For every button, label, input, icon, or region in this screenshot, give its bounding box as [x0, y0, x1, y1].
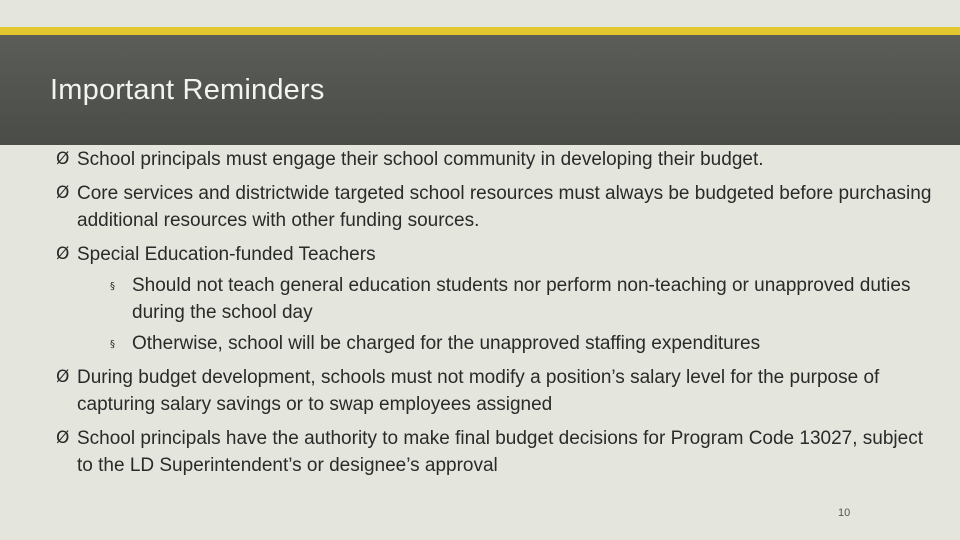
- bullet-text: During budget development, schools must not modify a position’s salary level for the purpose of capturing salary savings or to swap employees assigned: [77, 367, 880, 415]
- bullet-text: Should not teach general education students nor perform non-teaching or unapproved duties during the school day: [132, 275, 911, 323]
- bullet-text: School principals must engage their school community in developing their budget.: [77, 149, 764, 170]
- sub-bullet-item: [110, 330, 936, 357]
- sub-bullet-item: [110, 272, 936, 326]
- bullet-text: Core services and districtwide targeted school resources must always be budgeted before purchasing additional resources with other funding sources.: [77, 183, 932, 231]
- bullet-item: [56, 425, 936, 479]
- bullet-list: [56, 146, 936, 479]
- bullet-item: [56, 364, 936, 418]
- bullet-text: Special Education-funded Teachers: [77, 244, 376, 265]
- square-bullet-icon: §: [110, 339, 115, 350]
- page-number: 10: [838, 507, 851, 519]
- arrow-bullet-icon: Ø: [56, 183, 70, 203]
- arrow-bullet-icon: Ø: [56, 149, 70, 169]
- arrow-bullet-icon: Ø: [56, 428, 70, 448]
- arrow-bullet-icon: Ø: [56, 244, 70, 264]
- slide-title: Important Reminders: [50, 74, 325, 106]
- square-bullet-icon: §: [110, 281, 115, 292]
- bullet-text: Otherwise, school will be charged for the unapproved staffing expenditures: [132, 333, 761, 354]
- bullet-item: [56, 180, 936, 234]
- bullet-text: School principals have the authority to make final budget decisions for Program Code 13027, subject to the LD Superintendent’s or designee’s approval: [77, 428, 923, 476]
- bullet-item: [56, 241, 936, 268]
- bullet-item: [56, 146, 936, 173]
- arrow-bullet-icon: Ø: [56, 367, 70, 387]
- accent-bar: [0, 27, 960, 35]
